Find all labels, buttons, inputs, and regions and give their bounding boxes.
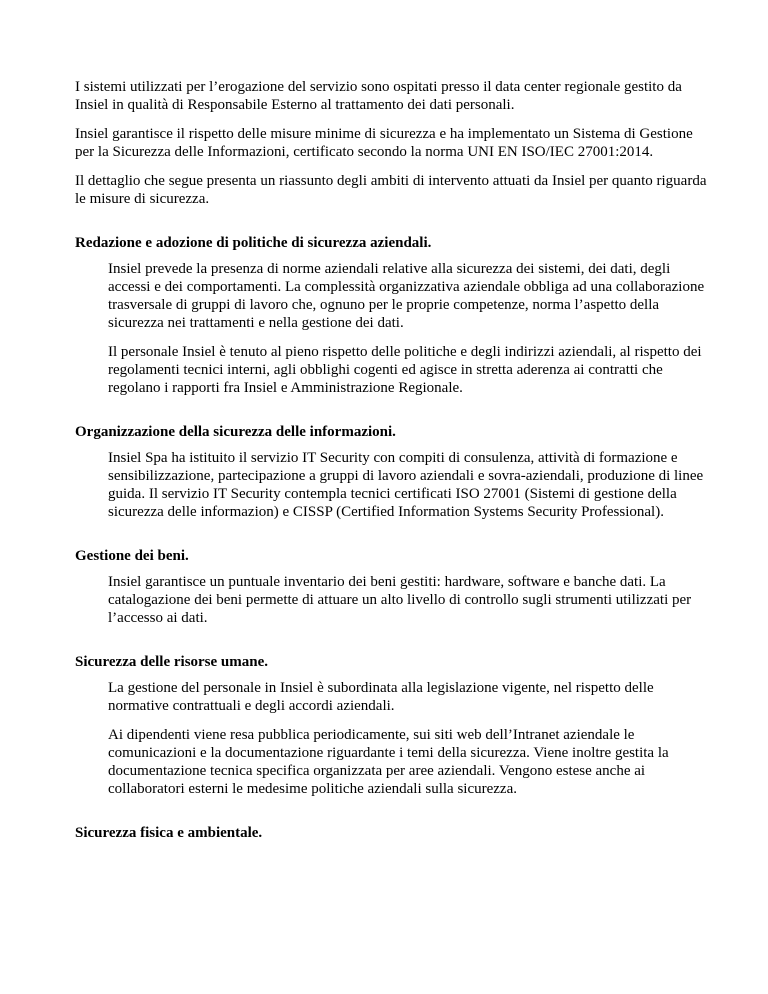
section-paragraph: Insiel garantisce un puntuale inventario dei beni gestiti: hardware, software e banche dati. La catalogazione dei beni permette di attuare un alto livello di controllo sugli strumenti utilizzati per l’accesso ai dati. <box>108 574 692 626</box>
section-title: Sicurezza delle risorse umane. <box>75 654 269 670</box>
document-page <box>75 78 711 850</box>
intro-paragraph: I sistemi utilizzati per l’erogazione del servizio sono ospitati presso il data center regionale gestito da Insiel in qualità di Responsabile Esterno al trattamento dei dati personali. <box>75 79 682 113</box>
intro-paragraph: Insiel garantisce il rispetto delle misure minime di sicurezza e ha implementato un Sistema di Gestione per la Sicurezza delle Informazioni, certificato secondo la norma UNI EN ISO/IEC 27001:2014. <box>75 126 693 160</box>
section-organizzazione-sicurezza <box>75 423 711 521</box>
section-title: Gestione dei beni. <box>75 548 189 564</box>
section-paragraph: Insiel prevede la presenza di norme aziendali relative alla sicurezza dei sistemi, dei dati, degli accessi e dei comportamenti. La complessità organizzativa aziendale obbliga ad una collaborazione trasversale di gruppi di lavoro che, ognuno per le proprie competenze, norma l’aspetto della sicurezza nei trattamenti e nella gestione dei dati. <box>108 261 705 331</box>
section-gestione-beni <box>75 547 711 627</box>
section-paragraph: Insiel Spa ha istituito il servizio IT Security con compiti di consulenza, attività di formazione e sensibilizzazione, partecipazione a gruppi di lavoro aziendali e sovra-aziendali, produzione di linee guida. Il servizio IT Security contempla tecnici certificati ISO 27001 (Sistemi di gestione della sicurezza delle informazion) e CISSP (Certified Information Systems Security Professional). <box>108 450 704 520</box>
section-title: Redazione e adozione di politiche di sicurezza aziendali. <box>75 235 432 251</box>
section-title: Sicurezza fisica e ambientale. <box>75 825 263 841</box>
section-body <box>75 260 711 397</box>
intro-paragraph: Il dettaglio che segue presenta un riassunto degli ambiti di intervento attuati da Insiel per quanto riguarda le misure di sicurezza. <box>75 173 707 207</box>
section-title: Organizzazione della sicurezza delle informazioni. <box>75 424 396 440</box>
intro-block <box>75 78 711 208</box>
section-body <box>75 679 711 798</box>
section-body <box>75 449 711 521</box>
section-paragraph: Il personale Insiel è tenuto al pieno rispetto delle politiche e degli indirizzi aziendali, al rispetto dei regolamenti tecnici interni, agli obblighi cogenti ed agisce in stretta aderenza ai contratti che regolano i rapporti fra Insiel e Amministrazione Regionale. <box>108 344 702 396</box>
section-paragraph: Ai dipendenti viene resa pubblica periodicamente, sui siti web dell’Intranet aziendale le comunicazioni e la documentazione riguardante i temi della sicurezza. Viene inoltre gestita la documentazione tecnica specifica organizzata per aree aziendali. Vengono estese anche ai collaboratori esterni le medesime politiche aziendali sulla sicurezza. <box>108 727 669 797</box>
section-body <box>75 573 711 627</box>
section-paragraph: La gestione del personale in Insiel è subordinata alla legislazione vigente, nel rispetto delle normative contrattuali e degli accordi aziendali. <box>108 680 654 714</box>
section-politiche-sicurezza <box>75 234 711 397</box>
section-risorse-umane <box>75 653 711 798</box>
section-sicurezza-fisica <box>75 824 711 842</box>
